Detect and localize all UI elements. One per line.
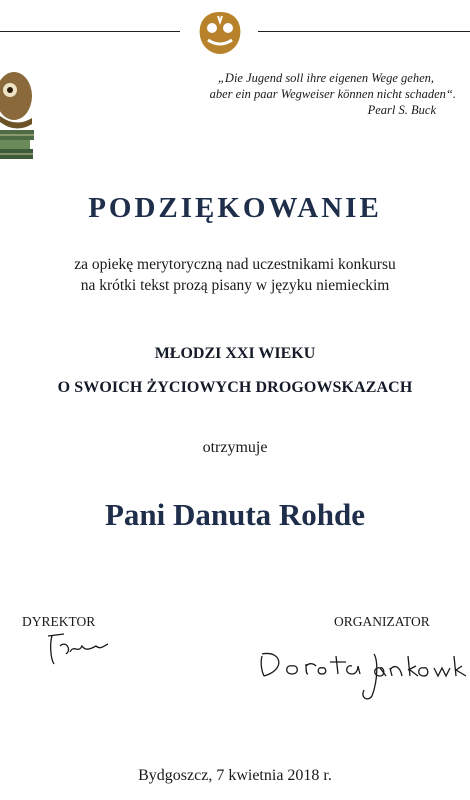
subtitle-line-1: za opiekę merytoryczną nad uczestnikami konkursu [74,256,396,273]
quote-author: Pearl S. Buck [367,103,436,117]
school-logo-icon [194,8,246,56]
organizer-signature-icon [256,640,470,706]
contest-name-line-2: O SWOICH ŻYCIOWYCH DROGOWSKAZACH [57,379,413,396]
certificate-subtitle [0,254,470,296]
certificate-title: PODZIĘKOWANIE [88,192,382,224]
director-signature-icon [44,624,110,668]
contest-name-line-1: MŁODZI XXI WIEKU [154,345,316,362]
subtitle-line-2: na krótki tekst prozą pisany w języku niemieckim [80,277,390,294]
quote-line-2: aber ein paar Wegweiser können nicht schaden“. [209,87,456,101]
header-rule-left [0,31,180,32]
place-and-date: Bydgoszcz, 7 kwietnia 2018 r. [138,767,332,784]
motto-quote [126,70,456,118]
owl-on-books-icon [0,66,36,170]
recipient-name: Pani Danuta Rohde [104,497,366,532]
header-rule-right [258,31,470,32]
director-label: DYREKTOR [22,614,96,629]
receives-label: otrzymuje [202,439,268,456]
organizer-label: ORGANIZATOR [334,614,430,629]
quote-line-1: „Die Jugend soll ihre eigenen Wege gehen, [217,71,434,85]
